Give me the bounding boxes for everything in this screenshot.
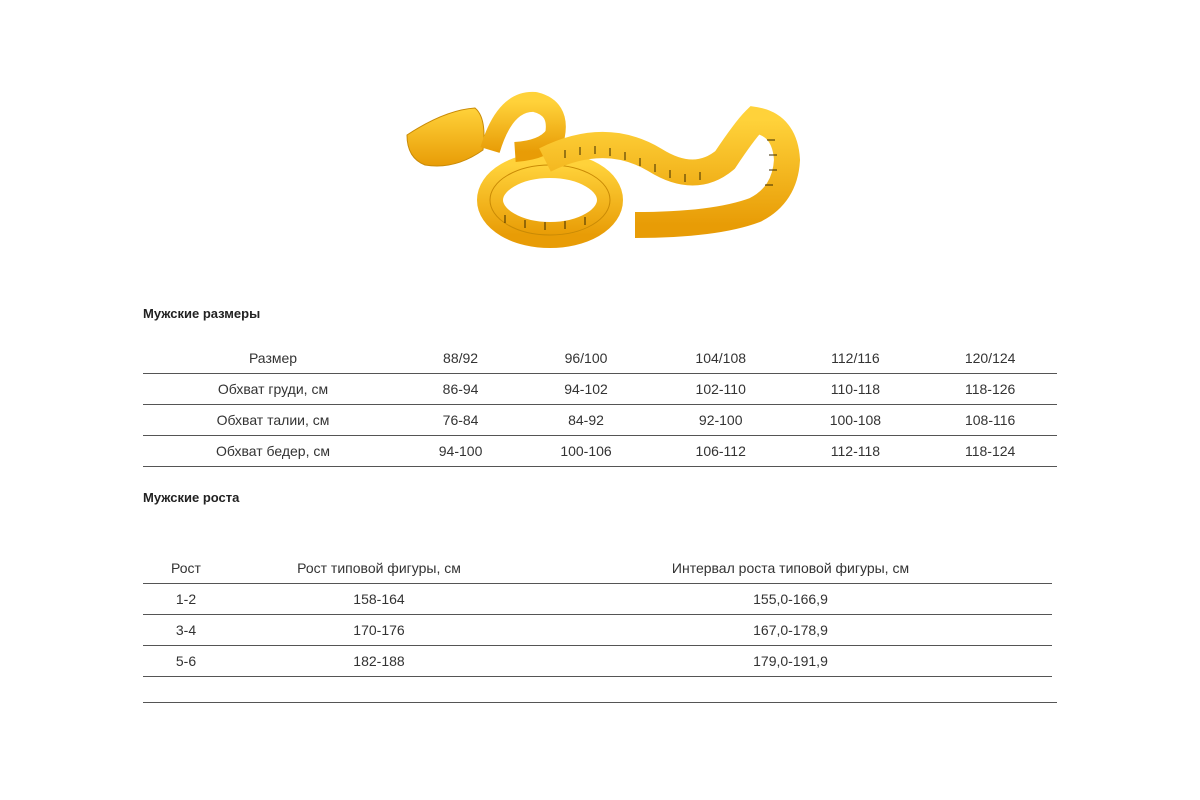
table-cell: 94-100 [403, 436, 518, 467]
table-cell: 170-176 [229, 615, 529, 646]
table-cell: 100-108 [788, 405, 924, 436]
table-cell: 86-94 [403, 374, 518, 405]
table-cell: 1-2 [143, 584, 229, 615]
table-cell: 118-126 [923, 374, 1057, 405]
mens-heights-table [143, 553, 1052, 677]
table-cell: 92-100 [654, 405, 788, 436]
table-cell: 5-6 [143, 646, 229, 677]
header-cell: Размер [248, 350, 298, 366]
header-cell: Рост [171, 560, 201, 576]
table-row [143, 405, 1057, 436]
table-cell: 102-110 [654, 374, 788, 405]
measuring-tape-image [395, 90, 815, 250]
table-cell: 76-84 [403, 405, 518, 436]
row-label: Обхват груди, см [143, 374, 403, 405]
table-header-row [143, 343, 1057, 374]
table-header-row [143, 553, 1052, 584]
bottom-divider [143, 702, 1057, 703]
table-cell: 84-92 [518, 405, 654, 436]
table-cell: 100-106 [518, 436, 654, 467]
table-row [143, 436, 1057, 467]
row-label: Обхват бедер, см [143, 436, 403, 467]
header-cell: 96/100 [564, 350, 608, 366]
header-cell: 88/92 [443, 350, 479, 366]
table-cell: 155,0-166,9 [529, 584, 1052, 615]
table-cell: 179,0-191,9 [529, 646, 1052, 677]
mens-sizes-table [143, 343, 1057, 467]
table-cell: 94-102 [518, 374, 654, 405]
table-cell: 182-188 [229, 646, 529, 677]
header-cell: Интервал роста типовой фигуры, см [671, 560, 910, 576]
header-cell: 112/116 [831, 350, 880, 366]
mens-heights-title: Мужские роста [143, 490, 240, 505]
table-cell: 110-118 [788, 374, 924, 405]
table-row [143, 584, 1052, 615]
header-cell: 104/108 [695, 350, 747, 366]
table-cell: 106-112 [654, 436, 788, 467]
header-cell: 120/124 [964, 350, 1016, 366]
table-row [143, 646, 1052, 677]
table-row [143, 374, 1057, 405]
table-cell: 158-164 [229, 584, 529, 615]
row-label: Обхват талии, см [143, 405, 403, 436]
table-row [143, 615, 1052, 646]
table-cell: 167,0-178,9 [529, 615, 1052, 646]
table-cell: 3-4 [143, 615, 229, 646]
table-cell: 112-118 [788, 436, 924, 467]
header-cell: Рост типовой фигуры, см [297, 560, 461, 576]
table-cell: 108-116 [923, 405, 1057, 436]
table-cell: 118-124 [923, 436, 1057, 467]
mens-sizes-title: Мужские размеры [143, 306, 261, 321]
